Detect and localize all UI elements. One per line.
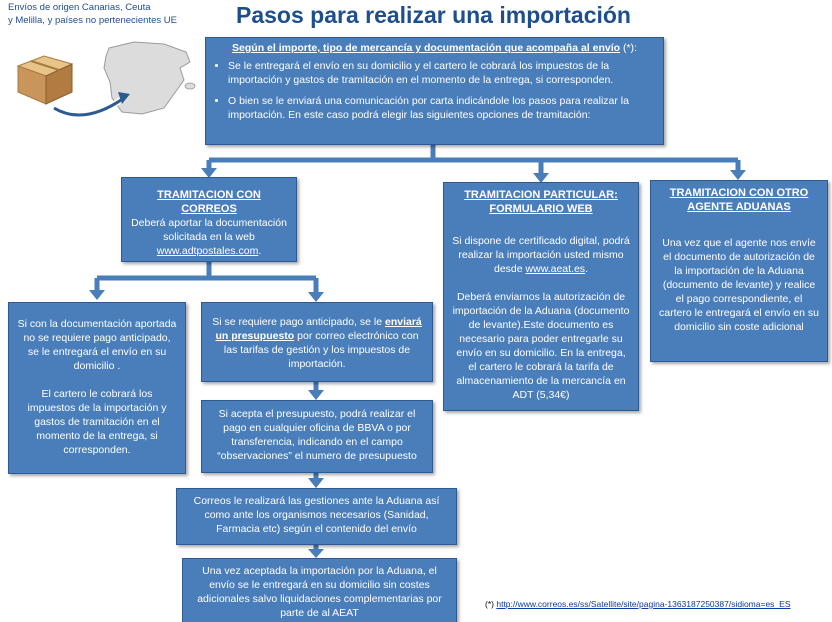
intro-bullet-2: • O bien se le enviará una comunicación por carta indicándole los pasos para realizar la importación. En este caso podrá elegir las siguientes opciones de tramitación: xyxy=(228,94,655,122)
agente-box xyxy=(650,180,828,362)
presupuesto-box xyxy=(201,400,433,473)
origin-line-1: Envíos de origen Canarias, Ceuta xyxy=(8,2,151,13)
no-pago-text-1: Si con la documentación aportada no se requiere pago anticipado, se le entregará el envío en su domicilio . xyxy=(17,318,177,372)
footnote-prefix: (*) xyxy=(485,599,494,609)
pago-text-post: por correo electrónico con las tarifas de gestión y los impuestos de importación. xyxy=(223,330,419,370)
agente-heading: TRAMITACION CON OTRO AGENTE ADUANAS xyxy=(669,187,809,213)
particular-box xyxy=(443,182,639,411)
particular-heading: TRAMITACION PARTICULAR: FORMULARIO WEB xyxy=(464,189,618,215)
intro-header-suffix: (*): xyxy=(620,42,637,54)
correos-text: Deberá aportar la documentación solicitada en la web xyxy=(131,217,287,243)
particular-link[interactable]: www.aeat.es xyxy=(525,263,586,275)
footnote xyxy=(485,599,791,609)
agente-text: Una vez que el agente nos envíe el documento de autorización de la importación de la Aduana (documento de levante) y realice el pago correspondiente, el cartero le entregará el envío en su domicilio sin coste adicional xyxy=(659,237,819,333)
particular-text-2: Deberá enviarnos la autorización de importación de la Aduana (documento de levante).Este documento es necesario para poder entregarle su envío en su domicilio. En la entrega, el cartero le cobrará la tarifa de almacenamiento de la mercancía en ADT (5,34€) xyxy=(452,291,630,401)
origin-line-2: y Melilla, y países no pertenecientes UE xyxy=(8,15,177,26)
origin-label xyxy=(8,1,177,27)
pago-text-pre: Si se requiere pago anticipado, se le xyxy=(212,316,383,328)
no-pago-text-2: El cartero le cobrará los impuestos de la importación y gastos de tramitación en el momento de la entrega, si corresponden. xyxy=(27,388,167,456)
gestiones-box xyxy=(176,488,457,545)
correos-link[interactable]: www.adtpostales.com xyxy=(156,245,259,257)
intro-bullet-1: • Se le entregará el envío en su domicilio y el cartero le cobrará los impuestos de la importación y gastos de tramitación en el momento de la entrega, si corresponden. xyxy=(228,59,655,87)
intro-box xyxy=(205,37,664,145)
intro-header: Según el importe, tipo de mercancía y documentación que acompaña al envío xyxy=(232,42,621,54)
pago-box xyxy=(201,302,433,382)
correos-heading: TRAMITACION CON CORREOS xyxy=(157,189,261,215)
no-pago-box xyxy=(8,302,186,474)
correos-link-suffix: . xyxy=(258,245,262,257)
correos-box xyxy=(121,177,297,262)
particular-text-1: Si dispone de certificado digital, podrá realizar la importación usted mismo desde www.aeat.es. xyxy=(452,235,630,275)
presupuesto-text: Si acepta el presupuesto, podrá realizar el pago en cualquier oficina de BBVA o por transferencia, indicando en el campo “observaciones” el numero de presupuesto xyxy=(217,408,417,462)
intro-bullets xyxy=(214,59,655,122)
origin-illustration xyxy=(14,28,204,128)
footnote-link[interactable]: http://www.correos.es/ss/Satellite/site/pagina-1363187250387/sidioma=es_ES xyxy=(496,599,791,609)
pago-highlight: enviará un presupuesto xyxy=(215,316,422,342)
aceptada-text: Una vez aceptada la importación por la Aduana, el envío se le entregará en su domicilio sin costes adicionales salvo liquidaciones complementarias por parte de al AEAT xyxy=(197,565,442,619)
package-icon xyxy=(18,56,72,104)
gestiones-text: Correos le realizará las gestiones ante la Aduana así como ante los organismos necesarios (Sanidad, Farmacia etc) según el contenido del envío xyxy=(193,495,440,535)
aceptada-box xyxy=(182,558,457,622)
page-title: Pasos para realizar una importación xyxy=(236,2,631,28)
